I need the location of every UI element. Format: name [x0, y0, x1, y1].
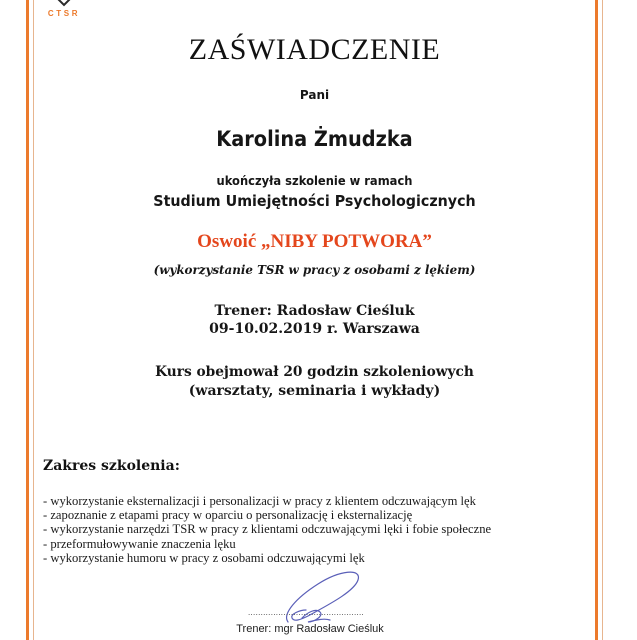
signature-image [278, 570, 378, 630]
scope-heading: Zakres szkolenia: [43, 458, 180, 474]
trainer-line: Trener: Radosław Cieśluk [214, 303, 415, 319]
signature-caption: Trener: mgr Radosław Cieśluk [236, 623, 384, 635]
chevron-down-icon [54, 0, 74, 8]
right-border-thin [602, 0, 603, 640]
completion-statement: ukończyła szkolenie w ramach [216, 173, 413, 188]
left-border-thick [26, 0, 29, 640]
salutation: Pani [299, 88, 330, 102]
scope-list [43, 494, 491, 565]
right-border-thick [595, 0, 598, 640]
logo-text: CTSR [47, 9, 81, 18]
course-hours: Kurs obejmował 20 godzin szkoleniowych [155, 364, 474, 380]
course-subtitle: (wykorzystanie TSR w pracy z osobami z lękiem) [153, 262, 476, 277]
recipient-name: Karolina Żmudzka [216, 127, 413, 151]
scope-item: - wykorzystanie narzędzi TSR w pracy z klientami odczuwającymi lęki i fobie społeczne [43, 522, 491, 536]
course-title: Oswoić „NIBY POTWORA” [197, 231, 432, 252]
course-forms: (warsztaty, seminaria i wykłady) [188, 383, 441, 399]
scope-item: - zapoznanie z etapami pracy w oparciu o personalizację i eksternalizację [43, 508, 491, 522]
scope-item: - przeformułowywanie znaczenia lęku [43, 537, 491, 551]
signature-line: .............................................. [248, 608, 365, 617]
date-place: 09-10.02.2019 r. Warszawa [209, 321, 420, 337]
ctsr-logo [44, 0, 84, 22]
certificate-title: ZAŚWIADCZENIE [188, 33, 441, 66]
scope-item: - wykorzystanie eksternalizacji i personalizacji w pracy z klientem odczuwającym lęk [43, 494, 491, 508]
program-name: Studium Umiejętności Psychologicznych [153, 192, 476, 210]
scope-item: - wykorzystanie humoru w pracy z osobami odczuwającymi lęk [43, 551, 491, 565]
